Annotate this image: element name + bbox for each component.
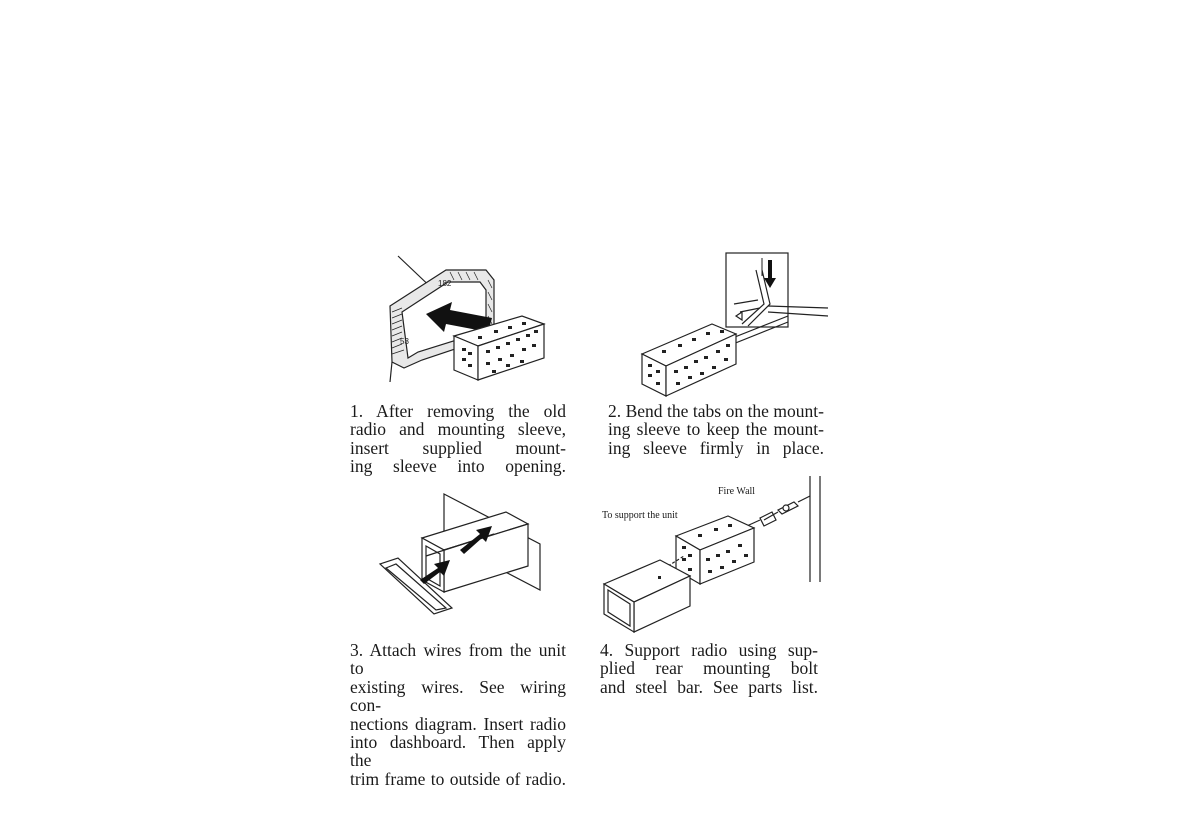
figure-3-illustration — [374, 490, 554, 630]
step-2-line-1: 2. Bend the tabs on the mount- — [608, 401, 824, 421]
step-1-line-3: insert supplied mount- — [350, 437, 566, 458]
step-2-line-2: ing sleeve to keep the mount- — [608, 419, 824, 440]
step-1-line-1: 1. After removing the old — [350, 401, 566, 421]
figure-4-support-radio — [598, 472, 828, 634]
step-4-text — [600, 641, 818, 696]
firewall-label: Fire Wall — [718, 486, 756, 497]
step-2-line-3: ing sleeve firmly in place. — [608, 437, 824, 458]
figure-1-insert-sleeve — [382, 252, 582, 402]
step-4-line-1: 4. Support radio using sup- — [600, 640, 818, 660]
step-3-line-4: into dashboard. Then apply the — [350, 732, 566, 771]
step-3-line-1: 3. Attach wires from the unit to — [350, 640, 566, 679]
figure-2-illustration — [632, 250, 832, 400]
figure-3-insert-radio — [374, 490, 554, 630]
figure-4-illustration — [598, 472, 828, 634]
step-3-text — [350, 641, 566, 788]
fig1-label-top: 182 — [438, 279, 452, 288]
fig1-label-side: 53 — [400, 337, 409, 346]
step-3-line-5: trim frame to outside of radio. — [350, 768, 566, 789]
step-3-line-2: existing wires. See wiring con- — [350, 676, 566, 716]
figure-2-bend-tabs — [632, 250, 832, 400]
step-1-text — [350, 402, 566, 476]
figure-1-illustration — [382, 252, 582, 402]
step-2-text — [608, 402, 824, 457]
support-label: To support the unit — [602, 510, 678, 521]
step-4-line-3: and steel bar. See parts list. — [600, 676, 818, 697]
step-1-line-4: ing sleeve into opening. — [350, 456, 566, 477]
step-4-line-2: plied rear mounting bolt — [600, 658, 818, 679]
step-3-line-3: nections diagram. Insert radio — [350, 713, 566, 734]
step-1-line-2: radio and mounting sleeve, — [350, 419, 566, 440]
